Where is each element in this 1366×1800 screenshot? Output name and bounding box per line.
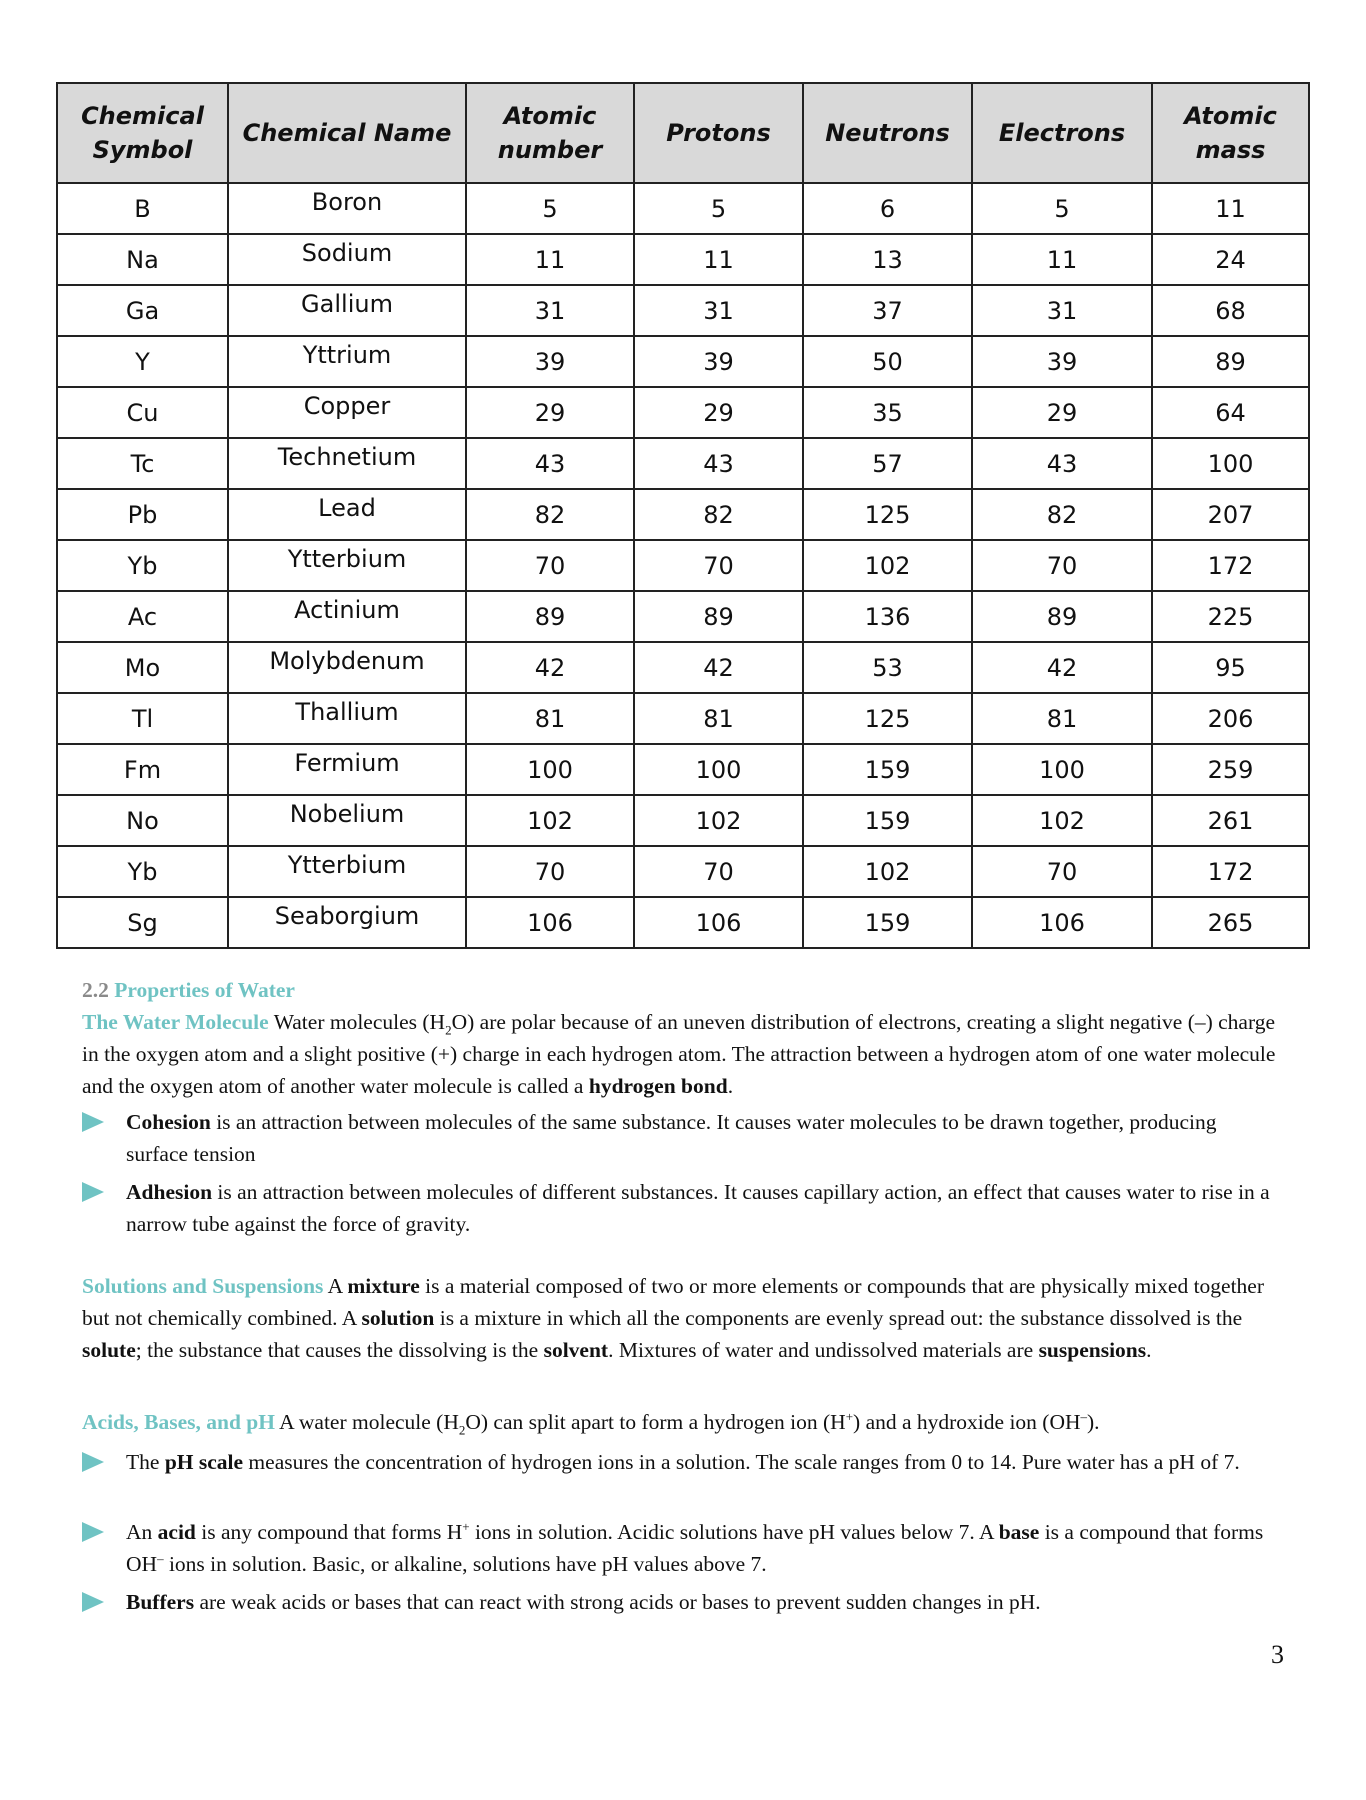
header-chemical-name: Chemical Name (228, 83, 466, 183)
cell-neutrons: 125 (803, 693, 972, 744)
table-row (57, 795, 1309, 846)
bullet-arrow-icon (82, 1112, 104, 1132)
cell-atomic-mass: 206 (1152, 693, 1309, 744)
cell-neutrons: 159 (803, 744, 972, 795)
paragraph-text: O) are polar because of an uneven distribution of electrons, creating a slight negative (–) charge in the oxygen atom and a slight positive (+) charge in each hydrogen atom. The attraction between a hydrogen atom of one water molecule and the oxygen atom of another water molecule is called a (82, 1010, 1276, 1098)
header-electrons: Electrons (972, 83, 1152, 183)
mixture-term: mixture (347, 1274, 420, 1298)
cell-electrons: 82 (972, 489, 1152, 540)
table-row (57, 744, 1309, 795)
cell-protons: 89 (634, 591, 803, 642)
cell-atomic-number: 89 (466, 591, 634, 642)
header-atomic-mass: Atomic mass (1152, 83, 1309, 183)
cell-atomic-number: 29 (466, 387, 634, 438)
cell-atomic-number: 42 (466, 642, 634, 693)
bullet-body: The (126, 1450, 165, 1474)
cell-symbol: Na (57, 234, 228, 285)
cell-atomic-mass: 207 (1152, 489, 1309, 540)
cell-symbol: Yb (57, 540, 228, 591)
cell-atomic-number: 102 (466, 795, 634, 846)
cell-atomic-mass: 11 (1152, 183, 1309, 234)
cell-protons: 39 (634, 336, 803, 387)
cell-protons: 100 (634, 744, 803, 795)
cell-atomic-number: 39 (466, 336, 634, 387)
paragraph-text: . (727, 1074, 734, 1098)
paragraph-text: is a mixture in which all the components are evenly spread out: the substance dissolved is the (434, 1306, 1243, 1330)
cell-atomic-mass: 24 (1152, 234, 1309, 285)
cell-name: Thallium (228, 693, 466, 744)
bullet-body: ions in solution. Acidic solutions have pH values below 7. A (469, 1520, 999, 1544)
cell-electrons: 100 (972, 744, 1152, 795)
cell-electrons: 42 (972, 642, 1152, 693)
table-row (57, 540, 1309, 591)
acids-paragraph (82, 1406, 1282, 1438)
cell-name: Ytterbium (228, 846, 466, 897)
cell-protons: 82 (634, 489, 803, 540)
cell-neutrons: 50 (803, 336, 972, 387)
acid-term: acid (157, 1520, 196, 1544)
cell-symbol: Y (57, 336, 228, 387)
cell-atomic-mass: 100 (1152, 438, 1309, 489)
bullet-text (126, 1516, 1282, 1580)
cell-neutrons: 159 (803, 795, 972, 846)
table-row (57, 591, 1309, 642)
header-chemical-symbol: Chemical Symbol (57, 83, 228, 183)
cell-neutrons: 159 (803, 897, 972, 948)
cell-electrons: 29 (972, 387, 1152, 438)
cell-name: Copper (228, 387, 466, 438)
cell-symbol: Fm (57, 744, 228, 795)
buffers-bullet (82, 1586, 1282, 1618)
subscript: 2 (458, 1422, 466, 1438)
cell-atomic-number: 81 (466, 693, 634, 744)
cell-neutrons: 102 (803, 846, 972, 897)
paragraph-text: ). (1087, 1410, 1100, 1434)
cell-atomic-mass: 89 (1152, 336, 1309, 387)
cell-symbol: Yb (57, 846, 228, 897)
cell-symbol: No (57, 795, 228, 846)
water-molecule-paragraph (82, 1006, 1282, 1102)
cell-atomic-number: 70 (466, 540, 634, 591)
table-row (57, 183, 1309, 234)
table-row (57, 336, 1309, 387)
cell-atomic-number: 5 (466, 183, 634, 234)
bullet-text (126, 1446, 1282, 1478)
cell-name: Nobelium (228, 795, 466, 846)
cell-symbol: Cu (57, 387, 228, 438)
bullet-text (126, 1586, 1282, 1618)
cell-electrons: 106 (972, 897, 1152, 948)
cell-neutrons: 102 (803, 540, 972, 591)
table-header-row (57, 83, 1309, 183)
table-row (57, 642, 1309, 693)
base-term: base (998, 1520, 1040, 1544)
paragraph-text: ; the substance that causes the dissolving is the (135, 1338, 544, 1362)
table-row (57, 693, 1309, 744)
cell-name: Boron (228, 183, 466, 234)
cell-symbol: B (57, 183, 228, 234)
paragraph-text: A (323, 1274, 348, 1298)
cell-symbol: Pb (57, 489, 228, 540)
cell-protons: 31 (634, 285, 803, 336)
cell-name: Gallium (228, 285, 466, 336)
cell-name: Seaborgium (228, 897, 466, 948)
cell-name: Sodium (228, 234, 466, 285)
paragraph-text: Water molecules (H (268, 1010, 446, 1034)
solutions-lead: Solutions and Suspensions (82, 1274, 324, 1298)
section-heading (82, 974, 1282, 1006)
paragraph-text: . Mixtures of water and undissolved materials are (608, 1338, 1039, 1362)
header-protons: Protons (634, 83, 803, 183)
bullet-body: measures the concentration of hydrogen ions in a solution. The scale ranges from 0 to 14. Pure water has a pH of 7. (243, 1450, 1240, 1474)
paragraph-text: is a material composed of two or more elements or compounds that are physically mixed together but not chemically combined. A (82, 1274, 1265, 1330)
paragraph-text: O) can split apart to form a hydrogen ion (H (465, 1410, 846, 1434)
subscript: 2 (445, 1022, 452, 1038)
cell-electrons: 89 (972, 591, 1152, 642)
section-title: Properties of Water (114, 978, 295, 1002)
superscript: + (845, 1408, 854, 1424)
cell-electrons: 70 (972, 846, 1152, 897)
bullet-text (126, 1106, 1282, 1170)
table-row (57, 846, 1309, 897)
cell-name: Actinium (228, 591, 466, 642)
cell-neutrons: 37 (803, 285, 972, 336)
cell-atomic-number: 31 (466, 285, 634, 336)
table-row (57, 897, 1309, 948)
cell-atomic-mass: 265 (1152, 897, 1309, 948)
bullet-body: An (126, 1520, 158, 1544)
cell-protons: 11 (634, 234, 803, 285)
cell-protons: 106 (634, 897, 803, 948)
cell-protons: 5 (634, 183, 803, 234)
cell-electrons: 11 (972, 234, 1152, 285)
paragraph-text: ) and a hydroxide ion (OH (853, 1410, 1081, 1434)
solvent-term: solvent (543, 1338, 609, 1362)
cell-electrons: 39 (972, 336, 1152, 387)
cohesion-term: Cohesion (126, 1110, 211, 1134)
cell-protons: 29 (634, 387, 803, 438)
bullet-arrow-icon (82, 1592, 104, 1612)
elements-table (56, 82, 1310, 949)
cell-protons: 102 (634, 795, 803, 846)
section-number: 2.2 (82, 978, 109, 1002)
superscript: + (462, 1518, 470, 1534)
cell-neutrons: 125 (803, 489, 972, 540)
cell-electrons: 31 (972, 285, 1152, 336)
bullet-body: is an attraction between molecules of the same substance. It causes water molecules to be drawn together, producing surface tension (126, 1110, 1217, 1166)
bullet-body: ions in solution. Basic, or alkaline, solutions have pH values above 7. (163, 1552, 767, 1576)
hydrogen-bond-term: hydrogen bond (588, 1074, 728, 1098)
bullet-text (126, 1176, 1282, 1240)
cell-name: Technetium (228, 438, 466, 489)
bullet-body: are weak acids or bases that can react with strong acids or bases to prevent sudden changes in pH. (194, 1590, 1041, 1614)
table-row (57, 387, 1309, 438)
paragraph-text: . (1146, 1338, 1152, 1362)
cell-protons: 70 (634, 540, 803, 591)
cell-neutrons: 136 (803, 591, 972, 642)
page-number: 3 (1271, 1640, 1284, 1669)
superscript: – (157, 1550, 164, 1566)
cell-atomic-number: 11 (466, 234, 634, 285)
cell-atomic-number: 100 (466, 744, 634, 795)
table-row (57, 489, 1309, 540)
bullet-arrow-icon (82, 1182, 104, 1202)
header-atomic-number: Atomic number (466, 83, 634, 183)
buffers-term: Buffers (126, 1590, 195, 1614)
cell-protons: 43 (634, 438, 803, 489)
cell-protons: 81 (634, 693, 803, 744)
cell-name: Lead (228, 489, 466, 540)
water-molecule-lead: The Water Molecule (82, 1010, 269, 1034)
superscript: – (1080, 1408, 1088, 1424)
header-neutrons: Neutrons (803, 83, 972, 183)
cell-atomic-mass: 172 (1152, 846, 1309, 897)
adhesion-bullet (82, 1176, 1282, 1240)
cell-electrons: 5 (972, 183, 1152, 234)
cell-name: Fermium (228, 744, 466, 795)
cell-symbol: Ac (57, 591, 228, 642)
acids-lead: Acids, Bases, and pH (82, 1410, 275, 1434)
bullet-arrow-icon (82, 1452, 104, 1472)
cell-electrons: 43 (972, 438, 1152, 489)
cell-atomic-mass: 95 (1152, 642, 1309, 693)
paragraph-text: A water molecule (H (274, 1410, 459, 1434)
cell-electrons: 81 (972, 693, 1152, 744)
cell-atomic-mass: 172 (1152, 540, 1309, 591)
table-row (57, 438, 1309, 489)
cell-atomic-mass: 259 (1152, 744, 1309, 795)
cohesion-bullet (82, 1106, 1282, 1170)
solute-term: solute (82, 1338, 136, 1362)
ph-scale-bullet (82, 1446, 1282, 1478)
bullet-arrow-icon (82, 1522, 104, 1542)
solution-term: solution (361, 1306, 435, 1330)
bullet-body: is a compound that forms OH (126, 1520, 1264, 1576)
cell-neutrons: 35 (803, 387, 972, 438)
cell-atomic-mass: 261 (1152, 795, 1309, 846)
table-row (57, 285, 1309, 336)
cell-electrons: 102 (972, 795, 1152, 846)
cell-neutrons: 57 (803, 438, 972, 489)
cell-name: Yttrium (228, 336, 466, 387)
cell-electrons: 70 (972, 540, 1152, 591)
cell-neutrons: 13 (803, 234, 972, 285)
cell-symbol: Ga (57, 285, 228, 336)
cell-protons: 70 (634, 846, 803, 897)
cell-atomic-mass: 64 (1152, 387, 1309, 438)
adhesion-term: Adhesion (126, 1180, 213, 1204)
cell-name: Molybdenum (228, 642, 466, 693)
cell-atomic-mass: 225 (1152, 591, 1309, 642)
cell-protons: 42 (634, 642, 803, 693)
bullet-body: is an attraction between molecules of different substances. It causes capillary action, an effect that causes water to rise in a narrow tube against the force of gravity. (126, 1180, 1270, 1236)
cell-symbol: Tl (57, 693, 228, 744)
suspensions-term: suspensions (1038, 1338, 1147, 1362)
cell-symbol: Sg (57, 897, 228, 948)
ph-scale-term: pH scale (164, 1450, 244, 1474)
cell-neutrons: 6 (803, 183, 972, 234)
cell-name: Ytterbium (228, 540, 466, 591)
bullet-body: is any compound that forms H (195, 1520, 463, 1544)
cell-atomic-mass: 68 (1152, 285, 1309, 336)
cell-neutrons: 53 (803, 642, 972, 693)
table-row (57, 234, 1309, 285)
cell-atomic-number: 106 (466, 897, 634, 948)
cell-atomic-number: 43 (466, 438, 634, 489)
cell-atomic-number: 82 (466, 489, 634, 540)
cell-symbol: Mo (57, 642, 228, 693)
cell-atomic-number: 70 (466, 846, 634, 897)
cell-symbol: Tc (57, 438, 228, 489)
solutions-paragraph (82, 1270, 1282, 1366)
acid-base-bullet (82, 1516, 1282, 1580)
